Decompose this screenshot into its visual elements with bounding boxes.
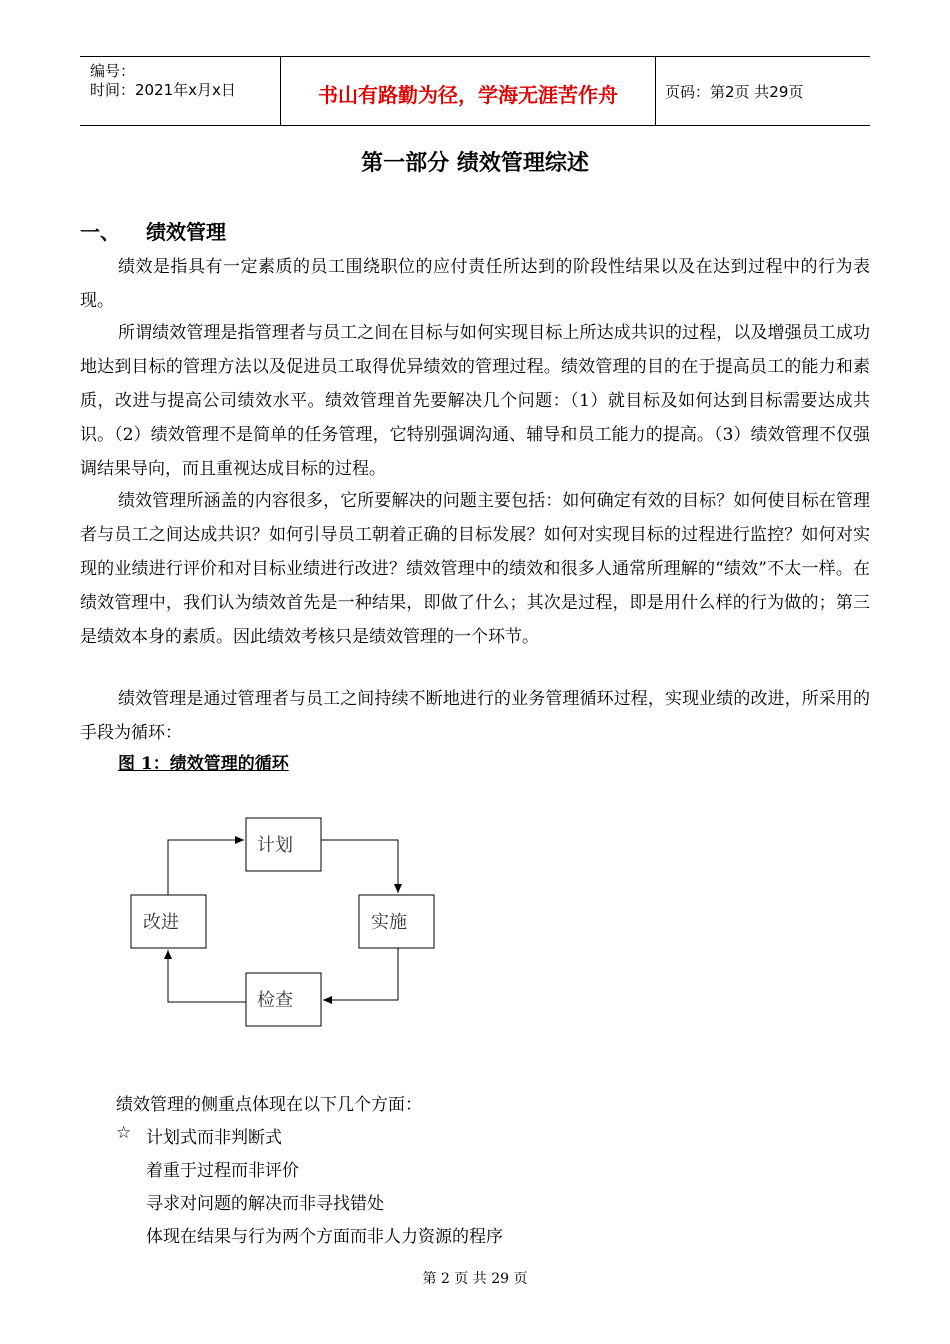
- improve-to-plan-arrow: [168, 840, 244, 895]
- focus-item: 体现在结果与行为两个方面而非人力资源的程序: [146, 1227, 503, 1247]
- figure-caption: 图 1：绩效管理的循环: [118, 754, 289, 774]
- check-to-improve-arrow: [168, 950, 246, 1002]
- section-title: 绩效管理: [146, 220, 226, 244]
- section-number: 一、: [80, 220, 120, 244]
- focus-item: 寻求对问题的解决而非寻找错处: [146, 1194, 384, 1214]
- motto-text: 书山有路勤为径，学海无涯苦作舟: [318, 83, 618, 107]
- focus-item: 计划式而非判断式: [146, 1128, 282, 1148]
- plan-to-implement-arrow: [321, 840, 398, 893]
- page-footer: 第 2 页 共 29 页: [422, 1271, 528, 1287]
- cycle-diagram: [120, 805, 450, 1035]
- time-label: 时间：2021年x月x日: [90, 81, 236, 99]
- implement-label: 实施: [371, 912, 407, 933]
- header-page-cell: [655, 57, 870, 125]
- focus-intro: 绩效管理的侧重点体现在以下几个方面：: [116, 1095, 422, 1115]
- focus-item: 着重于过程而非评价: [146, 1161, 299, 1181]
- paragraph-definition: 绩效是指具有一定素质的员工围绕职位的应付责任所达到的阶段性结果以及在达到过程中的行为表现。: [80, 257, 870, 311]
- improve-label: 改进: [143, 912, 179, 933]
- implement-to-check-arrow: [323, 948, 398, 1000]
- plan-label: 计划: [257, 835, 293, 856]
- paragraph-scope: 绩效管理所涵盖的内容很多，它所要解决的问题主要包括：如何确定有效的目标？如何使目标在管理者与员工之间达成共识？如何引导员工朝着正确的目标发展？如何对实现目标的过程进行监控？如何对实现的业绩进行评价和对目标业绩进行改进？绩效管理中的绩效和很多人通常所理解的“绩效”不太一样。在绩效管理中，我们认为绩效首先是一种结果，即做了什么；其次是过程，即是用什么样的行为做的；第三是绩效本身的素质。因此绩效考核只是绩效管理的一个环节。: [80, 491, 870, 647]
- star-icon: ☆: [116, 1123, 132, 1143]
- header-motto-cell: [280, 57, 656, 125]
- number-label: 编号：: [90, 62, 136, 80]
- check-label: 检查: [257, 990, 293, 1011]
- page-info: 页码：第2页 共29页: [665, 83, 804, 101]
- page-title: 第一部分 绩效管理综述: [361, 151, 589, 176]
- paragraph-cycle: 绩效管理是通过管理者与员工之间持续不断地进行的业务管理循环过程，实现业绩的改进，所采用的手段为循环：: [80, 689, 870, 743]
- document-header: [80, 56, 870, 126]
- paragraph-management: 所谓绩效管理是指管理者与员工之间在目标与如何实现目标上所达成共识的过程，以及增强员工成功地达到目标的管理方法以及促进员工取得优异绩效的管理过程。绩效管理的目的在于提高员工的能力和素质，改进与提高公司绩效水平。绩效管理首先要解决几个问题：（1）就目标及如何达到目标需要达成共识。（2）绩效管理不是简单的任务管理，它特别强调沟通、辅导和员工能力的提高。（3）绩效管理不仅强调结果导向，而且重视达成目标的过程。: [80, 323, 870, 479]
- header-meta-cell: [80, 57, 280, 125]
